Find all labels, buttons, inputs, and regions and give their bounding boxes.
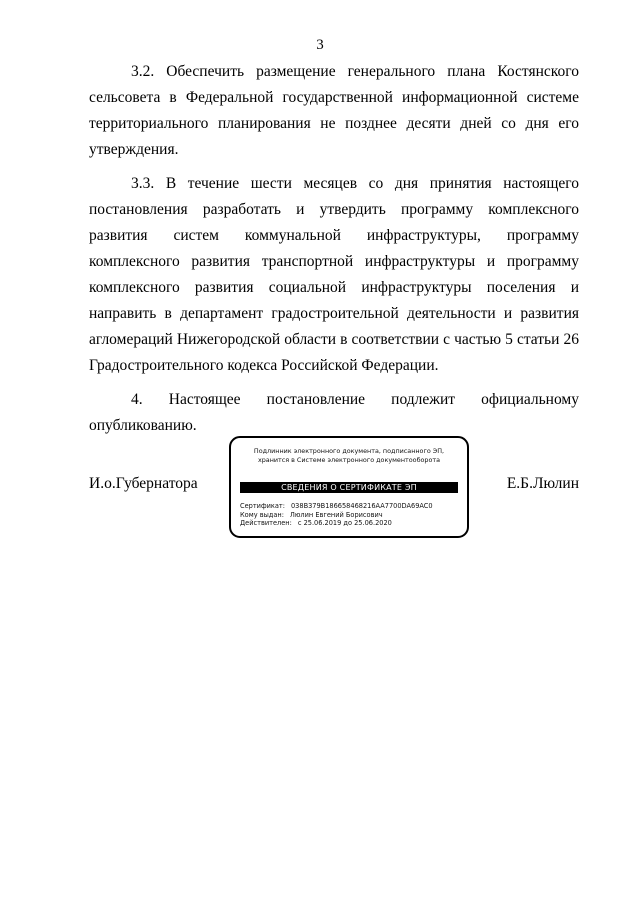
electronic-signature-stamp [229,436,469,538]
paragraph-3-3: 3.3. В течение шести месяцев со дня принятия настоящего постановления разработать и утвердить программу комплексного развития систем коммунальной инфраструктуры, программу комплексного развития транспортной инфраструктуры и программу комплексного развития социальной инфраструктуры поселения и направить в департамент градостроительной деятельности и развития агломераций Нижегородской области в соответствии с частью 5 статьи 26 Градостроительного кодекса Российской Федерации. [89,175,579,374]
stamp-caption [239,447,459,465]
paragraph-4: 4. Настоящее постановление подлежит официальному опубликованию. [89,391,579,434]
signatory-name: Е.Б.Люлин [506,475,579,492]
stamp-issued-to-label: Кому выдан: [240,510,284,519]
stamp-issued-to-value: Люлин Евгений Борисович [289,510,383,519]
stamp-details [240,502,458,528]
stamp-valid-line [240,519,458,528]
stamp-header: СВЕДЕНИЯ О СЕРТИФИКАТЕ ЭП [240,482,458,493]
stamp-caption-line: хранится в Системе электронного документооборота [257,456,441,464]
stamp-certificate-value: 038B379B186658468216AA7700DA69AC0 [290,502,433,510]
stamp-caption-line: Подлинник электронного документа, подписанного ЭП, [253,447,445,455]
paragraph-3-2: 3.2. Обеспечить размещение генерального плана Костянского сельсовета в Федеральной государственной информационной системе территориального планирования не позднее десяти дней со дня его утверждения. [89,63,579,158]
stamp-certificate-label: Сертификат: [240,502,285,510]
page-number: 3 [316,37,324,53]
signatory-position: И.о.Губернатора [89,475,198,492]
stamp-certificate-line [240,502,458,511]
stamp-valid-value: с 25.06.2019 до 25.06.2020 [297,519,392,527]
document-body [89,59,579,447]
stamp-issued-to-line [240,511,458,520]
stamp-valid-label: Действителен: [240,519,292,527]
